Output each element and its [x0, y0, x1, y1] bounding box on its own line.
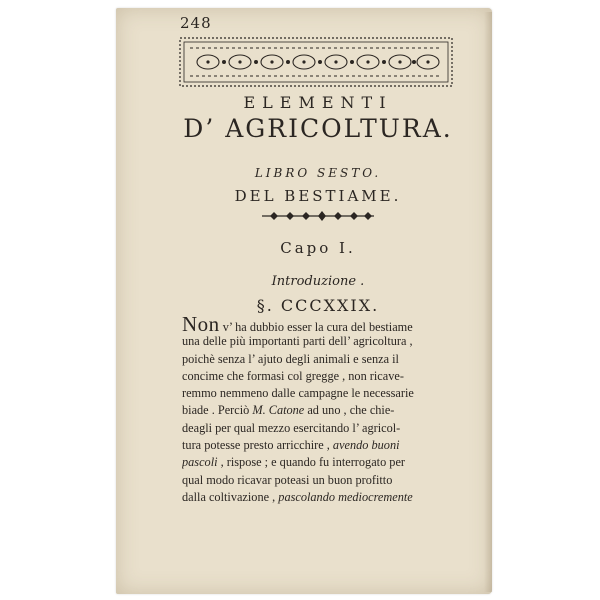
body-line-1	[182, 316, 466, 333]
body-line-10: qual modo ricavar poteasi un buon profitto	[182, 472, 393, 487]
book-subject: DEL BESTIAME.	[234, 187, 402, 205]
body-line-9-b: rispose ; e quando fu interrogato per	[223, 455, 405, 470]
title-line-elementi: ELEMENTI	[243, 93, 393, 112]
body-line-8-italic: avendo buoni	[332, 438, 400, 453]
body-line-4: concime che formasi col gregge , non ricave-	[182, 368, 404, 383]
body-line-5: remmo nemmeno dalle campagne le necessarie	[182, 386, 414, 401]
body-line-6-a: biade . Perciò	[182, 403, 253, 418]
body-line-11-italic: pascolando mediocremente	[278, 489, 413, 504]
body-line-7: deagli per qual mezzo esercitando l’ agricol-	[182, 420, 401, 435]
body-line-6-c: ad uno , che chie-	[304, 403, 395, 418]
title-line-agricoltura: D’ AGRICOLTURA.	[183, 114, 453, 143]
body-line-2: una delle più importanti parti dell’ agricoltura ,	[182, 334, 413, 349]
book-label: LIBRO SESTO.	[254, 166, 382, 180]
body-paragraph	[182, 316, 466, 506]
body-line-8	[182, 437, 466, 454]
body-line-6	[182, 402, 466, 419]
chapter-subtitle: Introduzione .	[271, 274, 365, 289]
body-line-3: poichè senza l’ ajuto degli animali e senza il	[182, 351, 399, 366]
ornamental-header-band	[178, 36, 454, 88]
body-line-8-a: tura potesse presto arricchire ,	[182, 438, 333, 453]
body-line-11	[182, 489, 466, 506]
body-line-6-name: M. Catone	[252, 403, 305, 418]
ornamental-divider	[258, 209, 378, 223]
chapter-title: Capo I.	[280, 239, 356, 257]
drop-cap: Non	[182, 316, 220, 334]
section-number: §. CCCXXIX.	[256, 296, 380, 315]
body-line-1-text: v’ ha dubbio esser la cura del bestiame	[219, 320, 413, 334]
body-line-9-italic: pascoli ,	[182, 455, 224, 470]
page-number: 248	[180, 14, 212, 32]
page-edge-shadow	[484, 12, 492, 592]
body-line-9	[182, 454, 466, 471]
body-line-11-a: dalla coltivazione ,	[182, 489, 279, 504]
